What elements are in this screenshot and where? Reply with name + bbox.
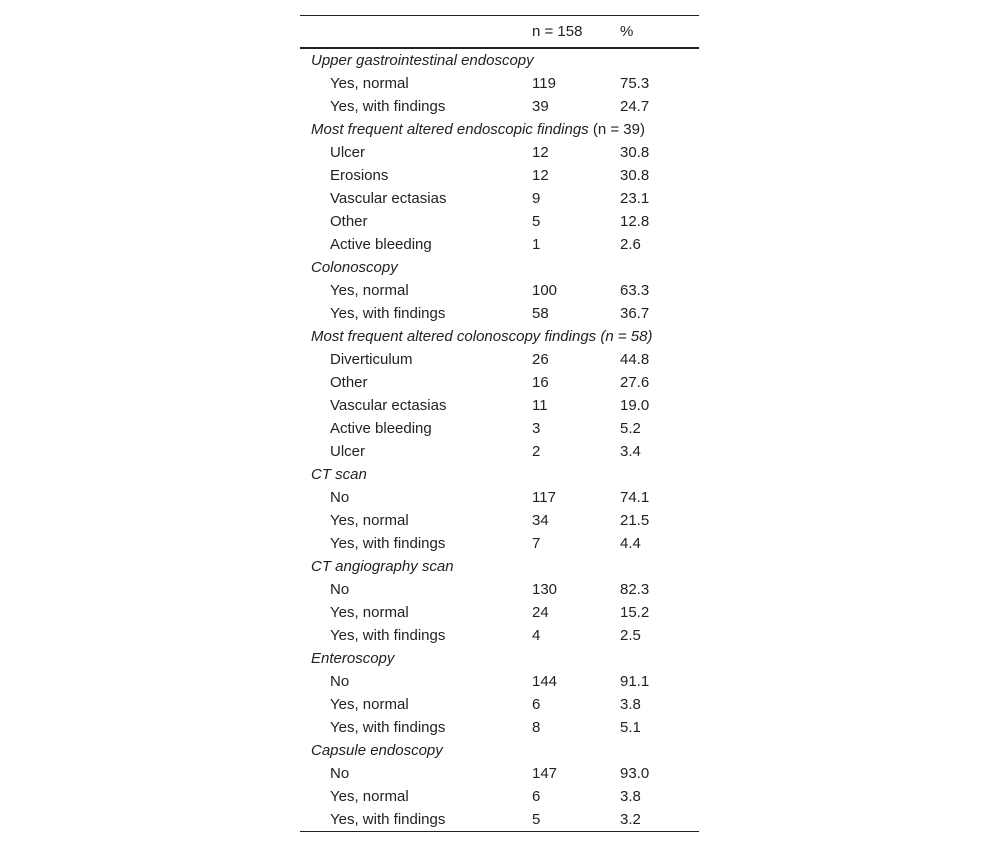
row-n-value: 5 <box>532 212 541 230</box>
section-title-text: Upper gastrointestinal endoscopy <box>311 51 534 69</box>
row-label: Yes, normal <box>330 281 409 299</box>
results-table <box>300 15 699 832</box>
section-row <box>300 256 699 279</box>
row-percent-value: 30.8 <box>620 143 650 161</box>
row-label: Yes, normal <box>330 511 409 529</box>
table-row <box>300 187 699 210</box>
row-label: Other <box>330 373 368 391</box>
table-row <box>300 532 699 555</box>
row-n-value: 130 <box>532 580 558 598</box>
row-label: Erosions <box>330 166 389 184</box>
row-label: Active bleeding <box>330 235 432 253</box>
row-n-value: 4 <box>532 626 541 644</box>
section-row <box>300 555 699 578</box>
table-header <box>300 16 699 48</box>
header-n-cell: n = 158 <box>532 22 583 40</box>
row-n-value: 100 <box>532 281 558 299</box>
table-row <box>300 486 699 509</box>
section-title-text: Colonoscopy <box>311 258 398 276</box>
row-label: Vascular ectasias <box>330 189 447 207</box>
row-percent-value: 3.4 <box>620 442 641 460</box>
table-row <box>300 785 699 808</box>
row-percent-value: 4.4 <box>620 534 641 552</box>
section-title-text: CT scan <box>311 465 367 483</box>
section-title <box>300 463 699 486</box>
row-label: Yes, with findings <box>330 810 446 828</box>
table-row <box>300 808 699 832</box>
section-title <box>300 325 699 348</box>
section-row <box>300 48 699 72</box>
row-percent-value: 30.8 <box>620 166 650 184</box>
row-percent-value: 36.7 <box>620 304 650 322</box>
table-row <box>300 762 699 785</box>
row-label: Active bleeding <box>330 419 432 437</box>
row-label: Vascular ectasias <box>330 396 447 414</box>
table-row <box>300 302 699 325</box>
row-percent-value: 63.3 <box>620 281 650 299</box>
table-row <box>300 233 699 256</box>
section-row <box>300 647 699 670</box>
table-row <box>300 279 699 302</box>
row-n-value: 6 <box>532 787 541 805</box>
row-percent-value: 3.8 <box>620 695 641 713</box>
row-label: Yes, with findings <box>330 97 446 115</box>
row-n-value: 16 <box>532 373 549 391</box>
row-label: Ulcer <box>330 143 366 161</box>
row-label: Yes, with findings <box>330 304 446 322</box>
header-label-cell <box>300 16 522 48</box>
row-percent-value: 27.6 <box>620 373 650 391</box>
table-row <box>300 440 699 463</box>
row-percent-value: 23.1 <box>620 189 650 207</box>
section-title <box>300 118 699 141</box>
row-n-value: 8 <box>532 718 541 736</box>
row-n-value: 144 <box>532 672 558 690</box>
row-label: Diverticulum <box>330 350 413 368</box>
table-row <box>300 509 699 532</box>
row-n-value: 24 <box>532 603 549 621</box>
row-percent-value: 19.0 <box>620 396 650 414</box>
table-row <box>300 348 699 371</box>
row-label: Other <box>330 212 368 230</box>
row-label: Yes, normal <box>330 695 409 713</box>
row-n-value: 147 <box>532 764 558 782</box>
row-n-value: 11 <box>532 396 548 414</box>
row-percent-value: 74.1 <box>620 488 650 506</box>
row-percent-value: 12.8 <box>620 212 650 230</box>
row-n-value: 58 <box>532 304 549 322</box>
row-percent-value: 3.8 <box>620 787 641 805</box>
table-row <box>300 394 699 417</box>
section-title <box>300 48 699 72</box>
header-percent-cell: % <box>620 22 634 40</box>
row-label: Yes, with findings <box>330 626 446 644</box>
row-label: No <box>330 580 350 598</box>
section-title <box>300 256 699 279</box>
row-percent-value: 5.2 <box>620 419 641 437</box>
section-title-text: Enteroscopy <box>311 649 395 667</box>
row-n-value: 39 <box>532 97 549 115</box>
table-row <box>300 371 699 394</box>
section-title <box>300 647 699 670</box>
row-label: Ulcer <box>330 442 366 460</box>
row-n-value: 5 <box>532 810 541 828</box>
row-n-value: 7 <box>532 534 541 552</box>
row-label: Yes, with findings <box>330 534 446 552</box>
row-label: Yes, normal <box>330 603 409 621</box>
row-n-value: 9 <box>532 189 541 207</box>
row-n-value: 26 <box>532 350 549 368</box>
row-percent-value: 2.5 <box>620 626 641 644</box>
row-label: No <box>330 488 350 506</box>
section-row <box>300 463 699 486</box>
row-percent-value: 24.7 <box>620 97 650 115</box>
row-n-value: 2 <box>532 442 541 460</box>
table-row <box>300 72 699 95</box>
header-row <box>300 16 699 48</box>
section-title-text: Capsule endoscopy <box>311 741 443 759</box>
row-percent-value: 93.0 <box>620 764 650 782</box>
row-n-value: 6 <box>532 695 541 713</box>
row-percent-value: 21.5 <box>620 511 650 529</box>
row-n-value: 3 <box>532 419 541 437</box>
table-row <box>300 141 699 164</box>
section-title-text: Most frequent altered endoscopic findings <box>311 120 589 138</box>
row-n-value: 12 <box>532 143 549 161</box>
row-label: Yes, normal <box>330 787 409 805</box>
row-n-value: 1 <box>532 235 541 253</box>
results-table-container <box>300 15 699 832</box>
row-percent-value: 44.8 <box>620 350 650 368</box>
row-n-value: 119 <box>532 74 556 92</box>
row-percent-value: 75.3 <box>620 74 650 92</box>
row-n-value: 34 <box>532 511 549 529</box>
row-percent-value: 2.6 <box>620 235 641 253</box>
table-row <box>300 578 699 601</box>
row-percent-value: 15.2 <box>620 603 650 621</box>
table-row <box>300 164 699 187</box>
table-row <box>300 417 699 440</box>
row-label: No <box>330 672 350 690</box>
section-title-text: Most frequent altered colonoscopy findings (n = 58) <box>311 327 653 345</box>
section-title-suffix: (n = 39) <box>588 120 645 138</box>
section-title <box>300 555 699 578</box>
section-row <box>300 325 699 348</box>
table-body <box>300 48 699 832</box>
row-label: Yes, normal <box>330 74 409 92</box>
row-n-value: 117 <box>532 488 556 506</box>
section-title-text: CT angiography scan <box>311 557 454 575</box>
table-row <box>300 601 699 624</box>
row-label: No <box>330 764 350 782</box>
table-row <box>300 670 699 693</box>
table-row <box>300 624 699 647</box>
row-n-value: 12 <box>532 166 549 184</box>
table-row <box>300 693 699 716</box>
row-percent-value: 82.3 <box>620 580 650 598</box>
section-row <box>300 118 699 141</box>
row-percent-value: 91.1 <box>620 672 650 690</box>
row-percent-value: 3.2 <box>620 810 641 828</box>
table-row <box>300 210 699 233</box>
section-title <box>300 739 699 762</box>
table-row <box>300 716 699 739</box>
row-label: Yes, with findings <box>330 718 446 736</box>
row-percent-value: 5.1 <box>620 718 641 736</box>
section-row <box>300 739 699 762</box>
table-row <box>300 95 699 118</box>
